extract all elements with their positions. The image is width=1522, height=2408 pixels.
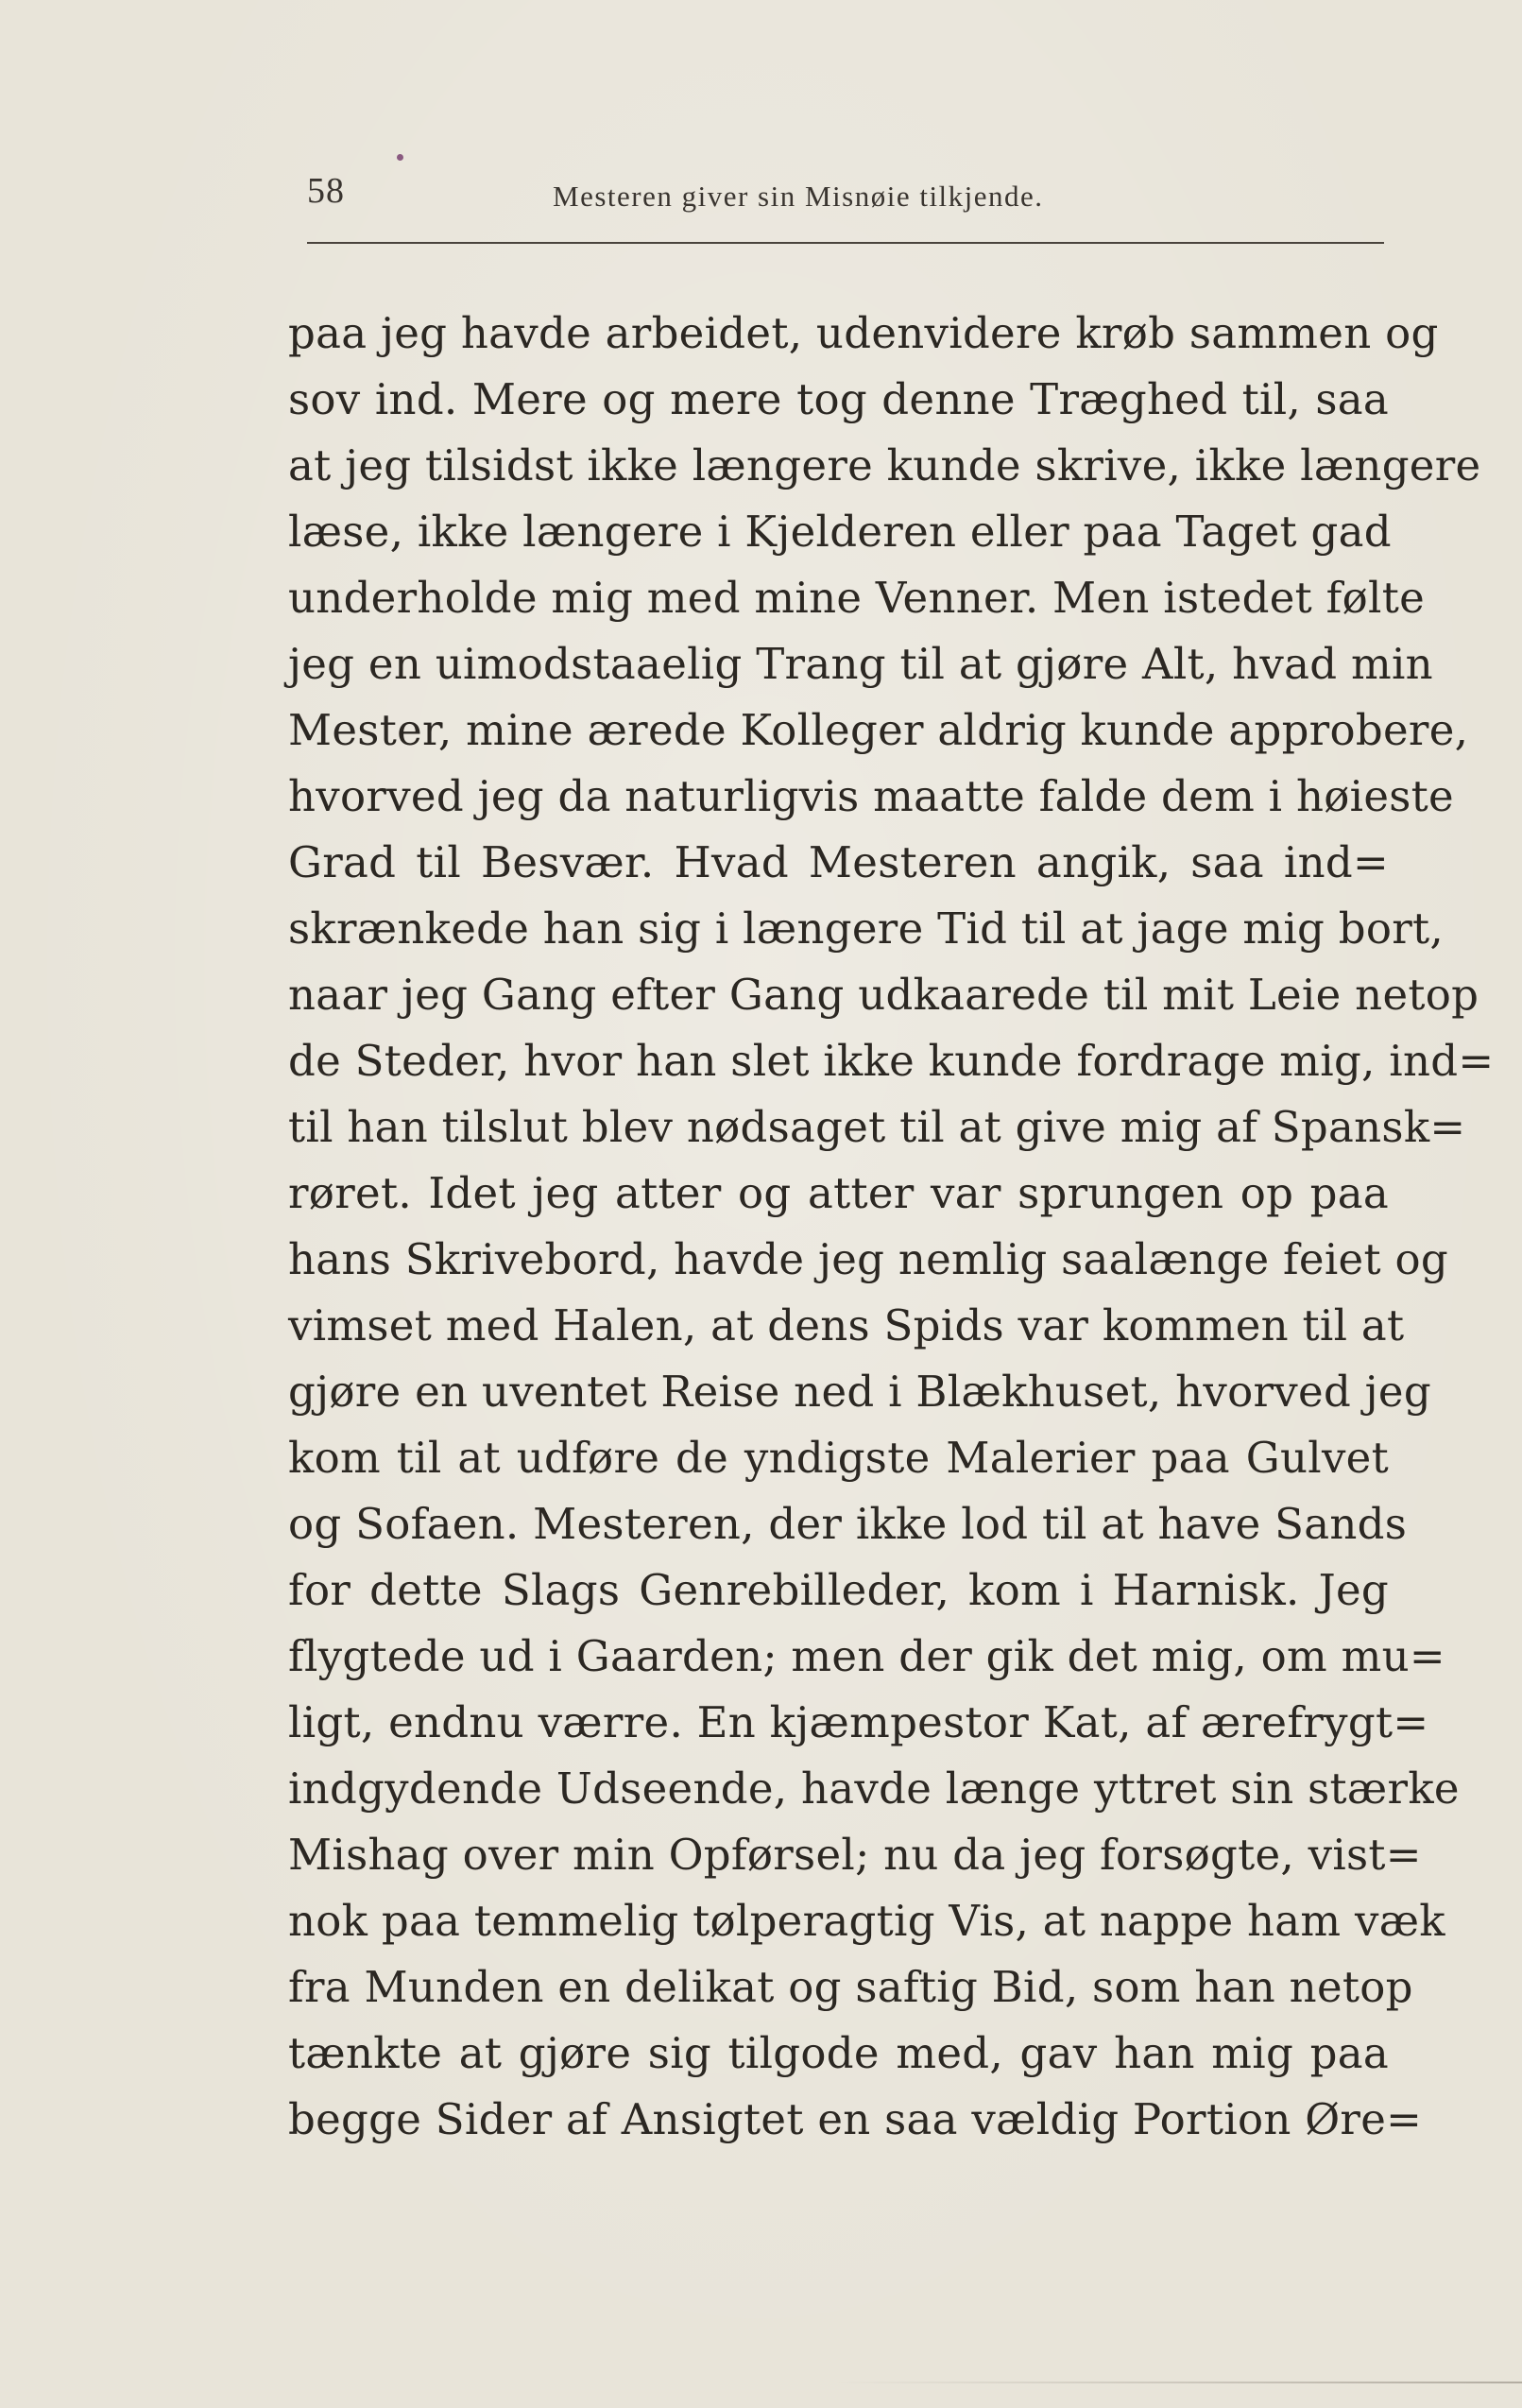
text-line: naar jeg Gang efter Gang udkaarede til mit Leie netop xyxy=(288,970,1479,1020)
text-line: begge Sider af Ansigtet en saa vældig Portion Øre= xyxy=(288,2094,1423,2144)
text-line: flygtede ud i Gaarden; men der gik det mig, om mu= xyxy=(288,1631,1445,1681)
text-line: ligt, endnu værre. En kjæmpestor Kat, af ærefrygt= xyxy=(288,1697,1429,1747)
running-title: Mesteren giver sin Misnøie tilkjende. xyxy=(553,180,1044,213)
text-line: og Sofaen. Mesteren, der ikke lod til at have Sands xyxy=(288,1499,1408,1549)
text-line: de Steder, hvor han slet ikke kunde fordrage mig, ind= xyxy=(288,1036,1495,1086)
text-line: gjøre en uventet Reise ned i Blækhuset, hvorved jeg xyxy=(288,1367,1431,1417)
text-line: hans Skrivebord, havde jeg nemlig saalænge feiet og xyxy=(288,1234,1448,1284)
text-line: at jeg tilsidst ikke længere kunde skrive, ikke længere xyxy=(288,440,1481,490)
text-line: læse, ikke længere i Kjelderen eller paa Taget gad xyxy=(288,507,1392,557)
text-line: for dette Slags Genrebilleder, kom i Harnisk. Jeg xyxy=(288,1565,1389,1615)
ink-spot xyxy=(397,154,403,161)
text-line: paa jeg havde arbeidet, udenvidere krøb sammen og xyxy=(288,308,1439,358)
text-line: skrænkede han sig i længere Tid til at jage mig bort, xyxy=(288,903,1445,954)
text-line: tænkte at gjøre sig tilgode med, gav han mig paa xyxy=(288,2028,1389,2078)
body-text xyxy=(288,301,1495,2153)
text-line: kom til at udføre de yndigste Malerier paa Gulvet xyxy=(288,1433,1389,1483)
text-line: fra Munden en delikat og saftig Bid, som han netop xyxy=(288,1962,1413,2012)
page-number: 58 xyxy=(307,171,345,211)
text-line: sov ind. Mere og mere tog denne Træghed til, saa xyxy=(288,374,1389,424)
text-line: Grad til Besvær. Hvad Mesteren angik, saa ind= xyxy=(288,837,1389,887)
text-line: nok paa temmelig tølperagtig Vis, at nappe ham væk xyxy=(288,1896,1445,1946)
text-line: indgydende Udseende, havde længe yttret sin stærke xyxy=(288,1763,1460,1814)
text-line: vimset med Halen, at dens Spids var kommen til at xyxy=(288,1300,1405,1350)
text-line: hvorved jeg da naturligvis maatte falde dem i høieste xyxy=(288,771,1454,821)
text-line: røret. Idet jeg atter og atter var sprungen op paa xyxy=(288,1168,1389,1218)
header-rule xyxy=(307,242,1384,244)
text-line: Mester, mine ærede Kolleger aldrig kunde approbere, xyxy=(288,705,1469,755)
text-line: jeg en uimodstaaelig Trang til at gjøre Alt, hvad min xyxy=(288,639,1433,689)
text-line: underholde mig med mine Venner. Men istedet følte xyxy=(288,573,1426,623)
text-line: Mishag over min Opførsel; nu da jeg forsøgte, vist= xyxy=(288,1830,1422,1880)
page-header xyxy=(307,170,1384,227)
page-edge-shadow xyxy=(831,2382,1522,2383)
text-line: til han tilslut blev nødsaget til at give mig af Spansk= xyxy=(288,1102,1466,1152)
